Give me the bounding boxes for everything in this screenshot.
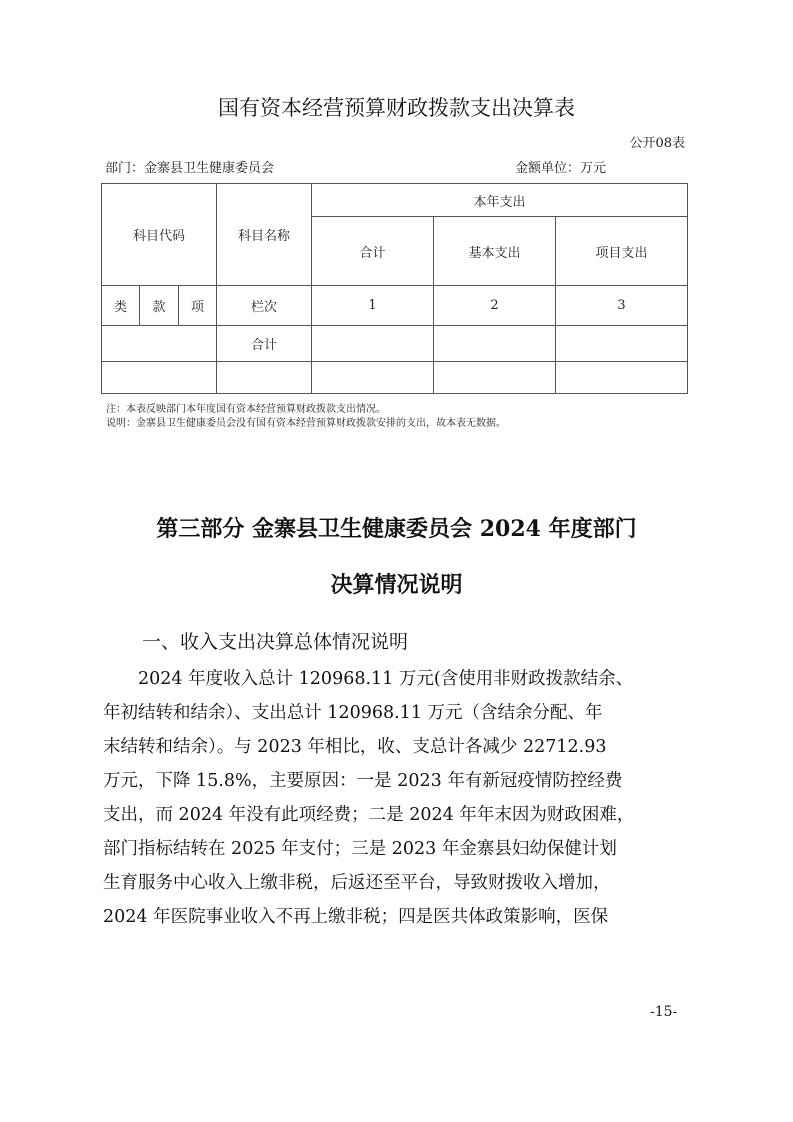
cell-total — [312, 362, 434, 394]
part3-heading-line1: 第三部分 金寨县卫生健康委员会 2024 年度部门 — [156, 516, 637, 542]
cell-basic — [434, 326, 556, 362]
table-note: 注：本表反映部门本年度国有资本经营预算财政拨款支出情况。 — [106, 404, 386, 415]
page-number: -15- — [650, 1004, 678, 1020]
header-col-1: 1 — [312, 286, 434, 326]
header-subject-code: 科目代码 — [102, 184, 217, 286]
paragraph-line: 支出，而 2024 年没有此项经费；二是 2024 年年末因为财政困难， — [103, 805, 635, 825]
header-col-2: 2 — [434, 286, 556, 326]
header-lei: 类 — [102, 286, 140, 326]
cell-name: 合计 — [217, 326, 312, 362]
table-row — [102, 326, 688, 362]
expense-table — [101, 183, 688, 394]
header-subject-name: 科目名称 — [217, 184, 312, 286]
header-current-year-expense: 本年支出 — [312, 184, 688, 217]
paragraph-line: 2024 年度收入总计 120968.11 万元(含使用非财政拨款结余、 — [103, 669, 634, 689]
header-project-expense: 项目支出 — [556, 217, 688, 286]
paragraph-line: 生育服务中心收入上缴非税，后返还至平台，导致财拨收入增加， — [103, 873, 611, 893]
table-explanation: 说明：金寨县卫生健康委员会没有国有资本经营预算财政拨款安排的支出，故本表无数据。 — [106, 418, 506, 429]
section1-title: 一、收入支出决算总体情况说明 — [142, 631, 409, 653]
paragraph-line: 万元，下降 15.8%，主要原因：一是 2023 年有新冠疫情防控经费 — [103, 771, 623, 791]
cell-code — [102, 326, 217, 362]
amount-unit-label: 金额单位：万元 — [515, 161, 607, 176]
table-title: 国有资本经营预算财政拨款支出决算表 — [218, 96, 575, 120]
header-basic-expense: 基本支出 — [434, 217, 556, 286]
form-number: 公开08表 — [629, 136, 685, 151]
header-column-no: 栏次 — [217, 286, 312, 326]
cell-name — [217, 362, 312, 394]
paragraph-line: 2024 年医院事业收入不再上缴非税；四是医共体政策影响，医保 — [103, 907, 609, 927]
cell-total — [312, 326, 434, 362]
header-xiang: 项 — [179, 286, 217, 326]
header-kuan: 款 — [140, 286, 179, 326]
part3-heading-line2: 决算情况说明 — [330, 572, 463, 598]
section1-paragraph — [103, 662, 693, 934]
department-label: 部门：金寨县卫生健康委员会 — [105, 161, 275, 176]
paragraph-line: 年初结转和结余）、支出总计 120968.11 万元（含结余分配、年 — [103, 703, 603, 723]
cell-project — [556, 326, 688, 362]
paragraph-line: 部门指标结转在 2025 年支付；三是 2023 年金寨县妇幼保健计划 — [103, 839, 617, 859]
cell-basic — [434, 362, 556, 394]
cell-project — [556, 362, 688, 394]
cell-code — [102, 362, 217, 394]
header-col-3: 3 — [556, 286, 688, 326]
header-total: 合计 — [312, 217, 434, 286]
paragraph-line: 末结转和结余）。与 2023 年相比，收、支总计各减少 22712.93 — [103, 737, 607, 757]
table-row — [102, 362, 688, 394]
